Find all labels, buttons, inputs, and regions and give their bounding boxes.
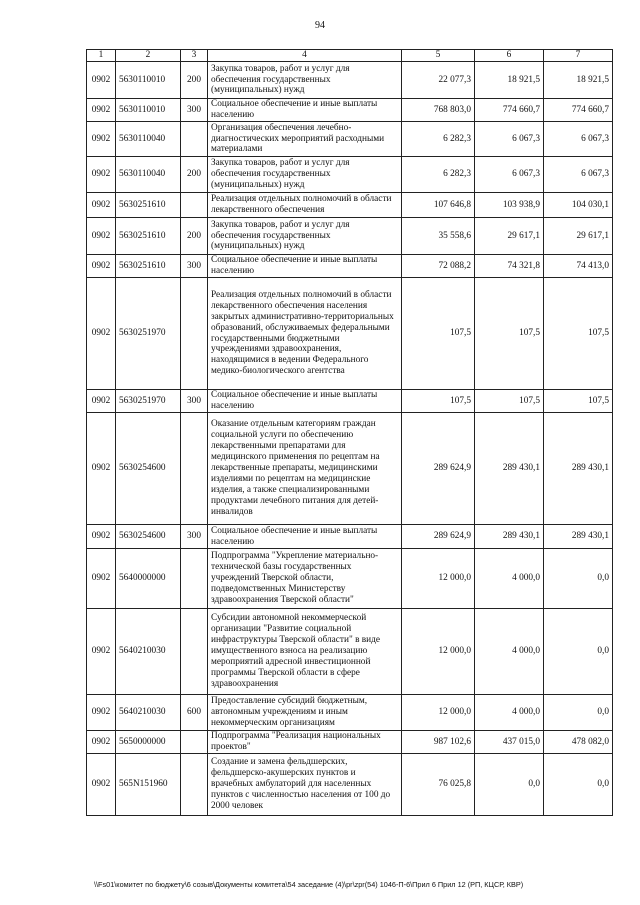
kvr-cell: 300 — [181, 99, 208, 122]
rzpr-cell: 0902 — [87, 525, 116, 549]
kvr-cell — [181, 549, 208, 609]
amount-cell-1: 72 088,2 — [402, 255, 475, 278]
kvr-cell: 300 — [181, 390, 208, 413]
kvr-cell — [181, 193, 208, 218]
table-row — [87, 754, 613, 816]
rzpr-cell: 0902 — [87, 122, 116, 157]
table-row — [87, 218, 613, 255]
amount-cell-1: 22 077,3 — [402, 62, 475, 99]
header-col-7: 7 — [544, 50, 613, 62]
amount-cell-2: 4 000,0 — [475, 609, 544, 695]
table-row — [87, 122, 613, 157]
amount-cell-3: 289 430,1 — [544, 525, 613, 549]
amount-cell-3: 18 921,5 — [544, 62, 613, 99]
name-cell: Организация обеспечения лечебно-диагностических мероприятий расходными материалами — [208, 122, 402, 157]
rzpr-cell: 0902 — [87, 218, 116, 255]
table-header-row — [87, 50, 613, 62]
amount-cell-3: 0,0 — [544, 695, 613, 731]
table-row — [87, 99, 613, 122]
name-cell: Подпрограмма "Укрепление материально-технической базы государственных учреждений Тверской области, подведомственных Министерству здравоохранения Тверской области" — [208, 549, 402, 609]
rzpr-cell: 0902 — [87, 99, 116, 122]
kcsr-cell: 5640210030 — [116, 695, 181, 731]
amount-cell-1: 12 000,0 — [402, 549, 475, 609]
rzpr-cell: 0902 — [87, 62, 116, 99]
kvr-cell — [181, 122, 208, 157]
name-cell: Субсидии автономной некоммерческой организации "Развитие социальной инфраструктуры Тверской области" в виде имущественного взноса на реализацию мероприятий адресной инвестиционной программы Тверской области в сфере здравоохранения — [208, 609, 402, 695]
amount-cell-1: 6 282,3 — [402, 122, 475, 157]
kvr-cell: 200 — [181, 218, 208, 255]
amount-cell-1: 987 102,6 — [402, 731, 475, 754]
kcsr-cell: 565N151960 — [116, 754, 181, 816]
kvr-cell — [181, 278, 208, 390]
amount-cell-2: 289 430,1 — [475, 525, 544, 549]
amount-cell-3: 289 430,1 — [544, 413, 613, 525]
rzpr-cell: 0902 — [87, 695, 116, 731]
amount-cell-2: 437 015,0 — [475, 731, 544, 754]
amount-cell-2: 6 067,3 — [475, 122, 544, 157]
name-cell: Оказание отдельным категориям граждан социальной услуги по обеспечению лекарственными препаратами для медицинского применения по рецептам на лекарственные препараты, медицинскими изделиями по рецептам на медицинские изделия, а также специализированными продуктами лечебного питания для детей-инвалидов — [208, 413, 402, 525]
amount-cell-3: 6 067,3 — [544, 122, 613, 157]
kcsr-cell: 5630251970 — [116, 390, 181, 413]
name-cell: Социальное обеспечение и иные выплаты населению — [208, 525, 402, 549]
amount-cell-3: 107,5 — [544, 278, 613, 390]
kvr-cell — [181, 754, 208, 816]
amount-cell-3: 74 413,0 — [544, 255, 613, 278]
amount-cell-2: 18 921,5 — [475, 62, 544, 99]
kcsr-cell: 5630110040 — [116, 157, 181, 193]
amount-cell-3: 478 082,0 — [544, 731, 613, 754]
amount-cell-2: 4 000,0 — [475, 549, 544, 609]
header-col-6: 6 — [475, 50, 544, 62]
amount-cell-1: 768 803,0 — [402, 99, 475, 122]
table-row — [87, 62, 613, 99]
name-cell: Реализация отдельных полномочий в области лекарственного обеспечения населения закрытых административно-территориальных образований, обслуживаемых федеральными государственными бюджетными учреждениями здравоохранения, находящимися в ведении Федерального медико-биологического агентства — [208, 278, 402, 390]
name-cell: Подпрограмма "Реализация национальных проектов" — [208, 731, 402, 754]
amount-cell-1: 289 624,9 — [402, 413, 475, 525]
amount-cell-1: 35 558,6 — [402, 218, 475, 255]
amount-cell-1: 12 000,0 — [402, 695, 475, 731]
rzpr-cell: 0902 — [87, 255, 116, 278]
table-row — [87, 278, 613, 390]
name-cell: Создание и замена фельдшерских, фельдшерско-акушерских пунктов и врачебных амбулаторий для населенных пунктов с численностью населения от 100 до 2000 человек — [208, 754, 402, 816]
kcsr-cell: 5630254600 — [116, 525, 181, 549]
amount-cell-3: 0,0 — [544, 549, 613, 609]
amount-cell-2: 107,5 — [475, 278, 544, 390]
amount-cell-2: 103 938,9 — [475, 193, 544, 218]
table-row — [87, 157, 613, 193]
amount-cell-2: 0,0 — [475, 754, 544, 816]
name-cell: Социальное обеспечение и иные выплаты населению — [208, 255, 402, 278]
kcsr-cell: 5650000000 — [116, 731, 181, 754]
kcsr-cell: 5640000000 — [116, 549, 181, 609]
table-row — [87, 695, 613, 731]
amount-cell-2: 107,5 — [475, 390, 544, 413]
header-col-5: 5 — [402, 50, 475, 62]
table-row — [87, 390, 613, 413]
kcsr-cell: 5630251610 — [116, 255, 181, 278]
amount-cell-2: 774 660,7 — [475, 99, 544, 122]
rzpr-cell: 0902 — [87, 754, 116, 816]
amount-cell-1: 107,5 — [402, 390, 475, 413]
header-col-1: 1 — [87, 50, 116, 62]
kvr-cell: 300 — [181, 255, 208, 278]
name-cell: Реализация отдельных полномочий в области лекарственного обеспечения — [208, 193, 402, 218]
rzpr-cell: 0902 — [87, 413, 116, 525]
amount-cell-2: 289 430,1 — [475, 413, 544, 525]
header-col-2: 2 — [116, 50, 181, 62]
amount-cell-2: 4 000,0 — [475, 695, 544, 731]
amount-cell-1: 12 000,0 — [402, 609, 475, 695]
amount-cell-1: 6 282,3 — [402, 157, 475, 193]
table-row — [87, 413, 613, 525]
page-number: 94 — [315, 20, 325, 31]
rzpr-cell: 0902 — [87, 549, 116, 609]
name-cell: Закупка товаров, работ и услуг для обеспечения государственных (муниципальных) нужд — [208, 218, 402, 255]
name-cell: Социальное обеспечение и иные выплаты населению — [208, 390, 402, 413]
amount-cell-3: 107,5 — [544, 390, 613, 413]
amount-cell-3: 104 030,1 — [544, 193, 613, 218]
amount-cell-3: 6 067,3 — [544, 157, 613, 193]
table-row — [87, 525, 613, 549]
amount-cell-1: 107,5 — [402, 278, 475, 390]
kcsr-cell: 5630251610 — [116, 193, 181, 218]
kcsr-cell: 5630110010 — [116, 62, 181, 99]
rzpr-cell: 0902 — [87, 390, 116, 413]
rzpr-cell: 0902 — [87, 731, 116, 754]
kvr-cell: 300 — [181, 525, 208, 549]
table-row — [87, 193, 613, 218]
amount-cell-1: 289 624,9 — [402, 525, 475, 549]
kcsr-cell: 5630251970 — [116, 278, 181, 390]
kcsr-cell: 5630251610 — [116, 218, 181, 255]
table-row — [87, 255, 613, 278]
kvr-cell: 600 — [181, 695, 208, 731]
amount-cell-3: 0,0 — [544, 609, 613, 695]
amount-cell-1: 76 025,8 — [402, 754, 475, 816]
kcsr-cell: 5640210030 — [116, 609, 181, 695]
kcsr-cell: 5630110010 — [116, 99, 181, 122]
rzpr-cell: 0902 — [87, 278, 116, 390]
rzpr-cell: 0902 — [87, 609, 116, 695]
kcsr-cell: 5630110040 — [116, 122, 181, 157]
amount-cell-1: 107 646,8 — [402, 193, 475, 218]
footer-file-path: \\Fs01\комитет по бюджету\6 созыв\Документы комитета\54 заседание (4)\pr\zpr(54) 1046-П-6\Прил 6 Прил 12 (РП, КЦСР, КВР) — [94, 880, 524, 889]
header-col-4: 4 — [208, 50, 402, 62]
kvr-cell: 200 — [181, 62, 208, 99]
name-cell: Социальное обеспечение и иные выплаты населению — [208, 99, 402, 122]
kvr-cell — [181, 413, 208, 525]
kvr-cell — [181, 609, 208, 695]
kvr-cell — [181, 731, 208, 754]
name-cell: Закупка товаров, работ и услуг для обеспечения государственных (муниципальных) нужд — [208, 157, 402, 193]
kcsr-cell: 5630254600 — [116, 413, 181, 525]
rzpr-cell: 0902 — [87, 193, 116, 218]
amount-cell-3: 29 617,1 — [544, 218, 613, 255]
amount-cell-2: 29 617,1 — [475, 218, 544, 255]
amount-cell-2: 74 321,8 — [475, 255, 544, 278]
table-row — [87, 609, 613, 695]
amount-cell-3: 0,0 — [544, 754, 613, 816]
name-cell: Предоставление субсидий бюджетным, автономным учреждениям и иным некоммерческим организациям — [208, 695, 402, 731]
name-cell: Закупка товаров, работ и услуг для обеспечения государственных (муниципальных) нужд — [208, 62, 402, 99]
rzpr-cell: 0902 — [87, 157, 116, 193]
amount-cell-2: 6 067,3 — [475, 157, 544, 193]
table-row — [87, 549, 613, 609]
header-col-3: 3 — [181, 50, 208, 62]
table-row — [87, 731, 613, 754]
kvr-cell: 200 — [181, 157, 208, 193]
amount-cell-3: 774 660,7 — [544, 99, 613, 122]
budget-table — [86, 49, 613, 816]
